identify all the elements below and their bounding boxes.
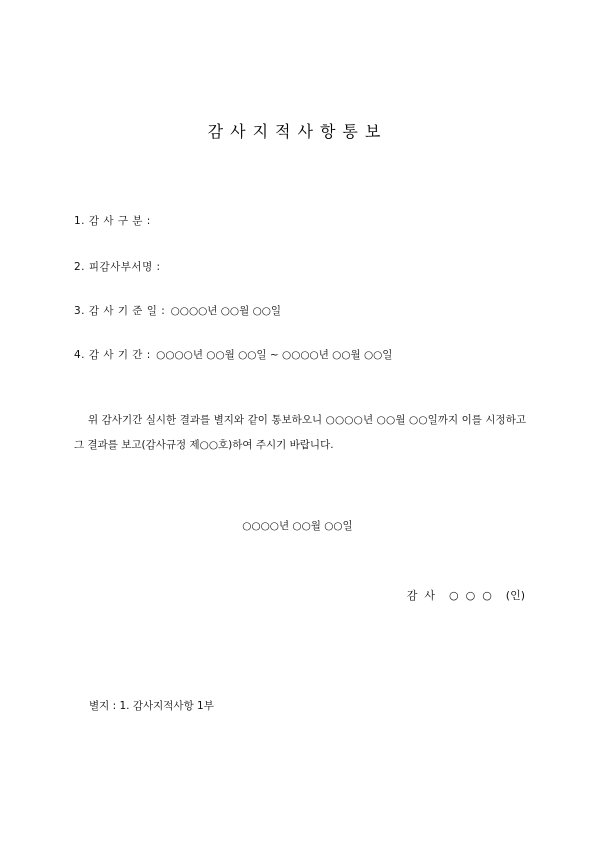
field-label: 4. 감 사 기 간 : [74,349,151,361]
notice-paragraph: 위 감사기간 실시한 결과를 별지와 같이 통보하오니 ○○○○년 ○○월 ○○일까지 이를 시정하고 그 결과를 보고(감사규정 제○○호)하여 주시기 바랍니다. [74,414,526,451]
field-value: ○○○○년 ○○월 ○○일 ~ ○○○○년 ○○월 ○○일 [156,349,393,361]
field-audit-period [74,347,392,362]
field-audited-department [74,259,163,274]
field-audit-reference-date [74,303,281,318]
field-label: 2. 피감사부서명 : [74,261,161,273]
field-label: 3. 감 사 기 준 일 : [74,305,166,317]
field-label: 1. 감 사 구 분 : [74,215,151,227]
auditor-signature-line: 감 사 ○ ○ ○ (인) [406,589,525,602]
attachment-note: 별지 : 1. 감사지적사항 1부 [89,700,214,712]
issue-date: ○○○○년 ○○월 ○○일 [242,520,353,532]
field-value: ○○○○년 ○○월 ○○일 [170,305,282,317]
document-title: 감사지적사항통보 [207,122,388,141]
field-audit-type [74,213,153,228]
